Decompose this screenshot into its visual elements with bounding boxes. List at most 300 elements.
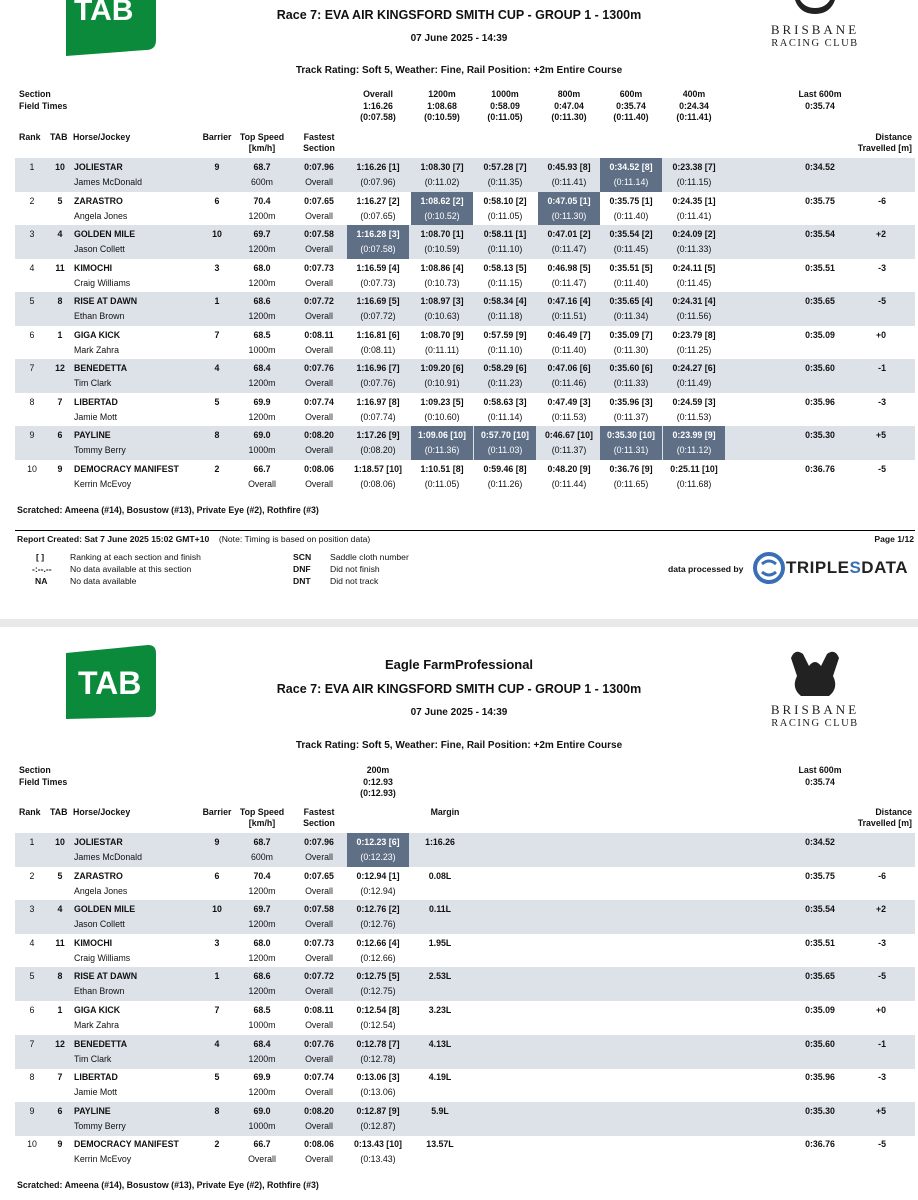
section-time: 0:58.34 [4] <box>483 296 527 306</box>
rank: 6 <box>29 1005 35 1015</box>
barrier: 5 <box>214 1072 220 1083</box>
field-time-s800: 0:47.04 <box>554 101 584 111</box>
margin: 1:16.26 <box>425 837 455 847</box>
top-speed: 69.7 <box>253 229 271 239</box>
crest-icon <box>783 648 847 700</box>
section-split-200: (0:12.23) <box>360 852 396 862</box>
section-time: 1:09.23 [5] <box>420 396 464 407</box>
fastest-time: 0:07.76 <box>304 363 334 373</box>
footer-rule <box>15 530 915 531</box>
section-time: 0:57.70 [10] <box>481 430 529 440</box>
jockey-name: Jamie Mott <box>74 1087 118 1098</box>
section-split-200: (0:12.76) <box>360 919 396 930</box>
fastest-time: 0:07.96 <box>304 162 334 172</box>
barrier: 3 <box>214 937 220 948</box>
last600: 0:35.75 <box>805 870 835 881</box>
section-split: (0:11.41) <box>551 177 587 187</box>
rank: 4 <box>29 262 35 273</box>
club-name-line2: RACING CLUB <box>771 38 859 49</box>
section-time: 0:24.35 [1] <box>672 195 716 206</box>
section-time: 1:08.30 [7] <box>420 162 464 172</box>
tab-number: 6 <box>57 1105 63 1116</box>
fastest-time: 0:07.65 <box>304 870 334 881</box>
section-split: (0:11.33) <box>676 244 712 254</box>
col-header-fastest: Fastest <box>303 807 335 817</box>
section-split-200: (0:12.94) <box>360 885 396 896</box>
fastest-at-label: Overall <box>305 952 333 963</box>
jockey-name: James McDonald <box>74 177 142 187</box>
section-time: 0:47.49 [3] <box>547 396 591 407</box>
section-time: 1:16.27 [2] <box>356 195 400 206</box>
section-split: (0:11.37) <box>551 445 587 455</box>
top-speed: 69.9 <box>253 396 271 407</box>
field-split-overall: (0:07.58) <box>360 112 396 122</box>
section-time: 0:35.54 [2] <box>609 229 653 239</box>
tab-number: 12 <box>55 1038 65 1049</box>
section-split: (0:11.40) <box>613 210 649 221</box>
jockey-name: Tim Clark <box>74 1053 112 1064</box>
top-speed: 66.7 <box>253 463 271 474</box>
section-split-200: (0:12.54) <box>360 1020 396 1030</box>
section-time: 1:16.59 [4] <box>356 262 400 273</box>
fastest-at-label: 1000m <box>248 445 276 455</box>
distance: -6 <box>878 870 886 881</box>
margin: 4.13L <box>428 1038 452 1049</box>
jockey-name: Kerrin McEvoy <box>74 478 132 489</box>
section-time: 0:35.09 [7] <box>609 329 653 340</box>
horse-name: DEMOCRACY MANIFEST <box>74 1139 179 1150</box>
page-separator <box>0 619 918 627</box>
field-time-s1200: 1:08.68 <box>427 101 457 111</box>
last600: 0:35.09 <box>805 1005 835 1015</box>
col-header-tab: TAB <box>50 132 68 142</box>
section-split: (0:08.11) <box>360 344 396 355</box>
club-name-line1: BRISBANE <box>770 702 860 717</box>
tab-number: 8 <box>57 296 63 306</box>
section-time: 1:17.26 [9] <box>356 430 400 440</box>
fastest-at: 1200m <box>248 919 276 930</box>
col-header-speed: Top Speed <box>239 132 285 142</box>
race-title: Race 7: EVA AIR KINGSFORD SMITH CUP - GROUP 1 - 1300m <box>276 8 642 22</box>
top-speed: 68.6 <box>253 296 271 306</box>
fastest-time: 0:08.20 <box>304 430 334 440</box>
col-header-last600: Last 600m <box>798 765 842 775</box>
jockey-name: Jason Collett <box>74 244 125 254</box>
section-time: 1:18.57 [10] <box>354 463 402 474</box>
fastest-at-label: 1200m <box>248 210 276 221</box>
section-split: (0:11.10) <box>487 344 523 355</box>
horse-name: GOLDEN MILE <box>74 904 136 915</box>
section-time: 0:47.05 [1] <box>547 195 591 206</box>
section-split: (0:07.73) <box>360 277 396 288</box>
fastest-at: Overall <box>305 445 333 455</box>
col-header-kmh: [km/h] <box>248 143 276 153</box>
col-header-fastest2: Section <box>303 143 335 153</box>
margin: 3.23L <box>428 1005 452 1015</box>
section-split: (0:11.18) <box>487 311 523 321</box>
section-split: (0:08.20) <box>360 445 396 455</box>
distance: -3 <box>878 1072 886 1083</box>
section-time: 1:09.20 [6] <box>420 363 464 373</box>
horse-name: KIMOCHI <box>74 937 113 948</box>
section-time-200: 0:12.94 [1] <box>356 870 400 881</box>
processed-by: data processed by <box>668 564 744 574</box>
club-logo-page2 <box>760 648 870 729</box>
section-split: (0:11.51) <box>551 311 587 321</box>
rank: 5 <box>29 971 35 982</box>
section-split: (0:11.36) <box>424 445 460 455</box>
barrier: 1 <box>214 971 220 982</box>
fastest-at: 1000m <box>248 1020 276 1030</box>
col-header-overall: Overall <box>363 89 393 99</box>
tab-number: 5 <box>57 870 63 881</box>
section-split: (0:11.10) <box>487 244 523 254</box>
section-split: (0:11.35) <box>487 177 523 187</box>
section-split-200: (0:13.06) <box>360 1087 396 1098</box>
section-time: 0:58.29 [6] <box>483 363 527 373</box>
barrier: 7 <box>214 329 220 340</box>
fastest-time: 0:08.11 <box>304 329 334 340</box>
tab-number: 9 <box>57 463 63 474</box>
top-speed: 68.4 <box>253 1038 271 1049</box>
jockey-name: Craig Williams <box>74 277 131 288</box>
section-split: (0:11.12) <box>676 445 712 455</box>
last600: 0:35.65 <box>805 296 835 306</box>
rank: 8 <box>29 1072 35 1083</box>
fastest-at: Overall <box>305 244 333 254</box>
rank: 2 <box>29 195 35 206</box>
top-speed: 66.7 <box>253 1139 271 1150</box>
fastest-at: Overall <box>305 311 333 321</box>
section-time: 0:23.38 [7] <box>672 162 716 172</box>
margin: 0.11L <box>428 904 451 915</box>
section-split: (0:11.44) <box>551 478 587 489</box>
section-time: 1:16.26 [1] <box>356 162 400 172</box>
section-split: (0:11.14) <box>487 411 523 422</box>
top-speed: 68.7 <box>253 837 271 847</box>
horse-name: KIMOCHI <box>74 262 113 273</box>
section-time: 0:35.65 [4] <box>609 296 653 306</box>
fastest-time: 0:07.73 <box>304 262 334 273</box>
rank: 4 <box>29 937 35 948</box>
tab-number: 9 <box>57 1139 63 1150</box>
last600: 0:35.75 <box>805 195 835 206</box>
barrier: 9 <box>214 837 220 847</box>
col-header-s1000: 1000m <box>491 89 519 99</box>
col-header-speed: Top Speed <box>239 807 285 817</box>
distance: -5 <box>878 463 886 474</box>
section-time: 1:08.62 [2] <box>420 195 464 206</box>
distance: -3 <box>878 396 886 407</box>
section-split: (0:11.05) <box>424 478 460 489</box>
col-header-tab: TAB <box>50 807 68 817</box>
top-speed: 68.6 <box>253 971 271 982</box>
distance: +5 <box>875 430 886 440</box>
horse-name: BENEDETTA <box>74 363 128 373</box>
crest-icon <box>790 0 840 20</box>
col-header-horse: Horse/Jockey <box>73 807 131 817</box>
col-header-distance: Distance <box>875 132 912 142</box>
barrier: 4 <box>214 1038 220 1049</box>
field-split-s1000: (0:11.05) <box>487 112 523 122</box>
section-time: 1:08.70 [9] <box>420 329 464 340</box>
rank: 1 <box>29 162 35 172</box>
last600: 0:35.54 <box>805 904 835 915</box>
col-header-200: 200m <box>366 765 390 775</box>
tab-logo-text: TAB <box>74 0 134 27</box>
fastest-at: 1200m <box>248 952 276 963</box>
section-split: (0:10.91) <box>424 378 460 388</box>
field-split-s400: (0:11.41) <box>676 112 712 122</box>
scratched: Scratched: Ameena (#14), Bosustow (#13), Private Eye (#2), Rothfire (#3) <box>17 505 319 515</box>
section-time: 1:09.06 [10] <box>418 430 466 440</box>
fastest-time: 0:07.96 <box>304 837 334 847</box>
fastest-at-label: Overall <box>305 1053 333 1064</box>
tab-number: 10 <box>55 837 65 847</box>
section-time: 0:35.60 [6] <box>609 363 653 373</box>
tab-number: 12 <box>55 363 65 373</box>
last600: 0:35.96 <box>805 396 835 407</box>
section-split: (0:10.60) <box>424 411 460 422</box>
fastest-time: 0:08.06 <box>304 1139 334 1150</box>
rank: 3 <box>29 904 35 915</box>
jockey-name: Kerrin McEvoy <box>74 1154 132 1165</box>
section-split: (0:11.47) <box>551 277 587 288</box>
section-split: (0:10.59) <box>424 244 460 254</box>
section-time: 0:58.13 [5] <box>483 262 527 273</box>
section-label: Section <box>19 89 51 99</box>
field-time-s400: 0:24.34 <box>679 101 709 111</box>
fastest-at: Overall <box>305 378 333 388</box>
last600: 0:34.52 <box>805 837 835 847</box>
col-header-travelled: Travelled [m] <box>857 143 912 153</box>
section-split: (0:11.25) <box>676 344 712 355</box>
horse-name: BENEDETTA <box>74 1038 128 1049</box>
section-split: (0:11.37) <box>613 411 649 422</box>
jockey-name: Ethan Brown <box>74 986 125 997</box>
fastest-at-label: Overall <box>248 478 276 489</box>
section-time: 0:24.27 [6] <box>672 363 716 373</box>
tab-number: 7 <box>57 1072 63 1083</box>
section-time: 1:16.96 [7] <box>356 363 400 373</box>
section-label: Section <box>19 765 51 775</box>
jockey-name: Ethan Brown <box>74 311 125 321</box>
section-time: 0:47.16 [4] <box>547 296 591 306</box>
field-time-200: 0:12.93 <box>363 777 393 787</box>
horse-name: GIGA KICK <box>74 1005 121 1015</box>
section-time: 0:34.52 [8] <box>609 162 653 172</box>
club-name-line2: RACING CLUB <box>771 718 859 729</box>
rank: 6 <box>29 329 35 340</box>
fastest-time: 0:07.74 <box>304 1072 334 1083</box>
fastest-at-label: Overall <box>305 1087 333 1098</box>
horse-name: LIBERTAD <box>74 396 118 407</box>
rank: 9 <box>29 1105 35 1116</box>
section-split: (0:08.06) <box>360 478 396 489</box>
barrier: 3 <box>214 262 220 273</box>
rank: 8 <box>29 396 35 407</box>
fastest-time: 0:07.58 <box>304 904 334 915</box>
col-header-fastest: Fastest <box>303 132 335 142</box>
field-split-s600: (0:11.40) <box>613 112 649 122</box>
section-time-200: 0:12.87 [9] <box>356 1105 400 1116</box>
jockey-name: Tim Clark <box>74 378 112 388</box>
section-time: 0:58.10 [2] <box>483 195 527 206</box>
horse-name: JOLIESTAR <box>74 837 123 847</box>
race-date: 07 June 2025 - 14:39 <box>410 33 508 44</box>
col-header-horse: Horse/Jockey <box>73 132 131 142</box>
rank: 9 <box>29 430 35 440</box>
section-time: 0:24.59 [3] <box>672 396 716 407</box>
horse-name: DEMOCRACY MANIFEST <box>74 463 179 474</box>
section-split: (0:07.58) <box>360 244 396 254</box>
fastest-at-label: Overall <box>305 852 333 862</box>
col-header-rank: Rank <box>19 807 41 817</box>
section-time-200: 0:12.76 [2] <box>356 904 400 915</box>
col-header-s800: 800m <box>557 89 581 99</box>
distance: -5 <box>878 971 886 982</box>
jockey-name: Tommy Berry <box>74 445 126 455</box>
fastest-at-label: 1200m <box>248 411 276 422</box>
section-split: (0:11.65) <box>613 478 649 489</box>
fastest-at: 1200m <box>248 1087 276 1098</box>
distance: +2 <box>875 229 886 239</box>
section-time: 1:16.69 [5] <box>356 296 400 306</box>
fastest-time: 0:08.20 <box>304 1105 334 1116</box>
track-info: Track Rating: Soft 5, Weather: Fine, Rail Position: +2m Entire Course <box>295 65 623 76</box>
rank: 1 <box>29 837 35 847</box>
fastest-at: Overall <box>305 344 333 355</box>
barrier: 10 <box>212 229 222 239</box>
top-speed: 69.7 <box>253 904 271 915</box>
horse-name: JOLIESTAR <box>74 162 123 172</box>
rank: 10 <box>27 463 37 474</box>
club-logo <box>760 0 870 49</box>
top-speed: 69.0 <box>253 1105 271 1116</box>
barrier: 8 <box>214 1105 220 1116</box>
last600: 0:35.30 <box>805 430 835 440</box>
venue-title: Eagle FarmProfessional <box>384 657 534 672</box>
distance: +2 <box>875 904 886 915</box>
fastest-at-label: Overall <box>305 1120 333 1131</box>
fastest-at-label: 1200m <box>248 311 276 321</box>
section-time-200: 0:12.23 [6] <box>356 837 400 847</box>
section-time: 0:45.93 [8] <box>547 162 591 172</box>
club-name-line1: BRISBANE <box>770 22 860 37</box>
section-time-200: 0:12.78 [7] <box>356 1038 400 1049</box>
section-time: 0:46.98 [5] <box>547 262 591 273</box>
margin: 4.19L <box>428 1072 452 1083</box>
section-split: (0:11.11) <box>425 344 459 355</box>
last600: 0:35.65 <box>805 971 835 982</box>
distance: -3 <box>878 262 886 273</box>
triplesdata-icon <box>752 552 786 584</box>
col-header-travelled: Travelled [m] <box>857 818 912 828</box>
field-time-last600: 0:35.74 <box>805 777 835 787</box>
distance: -6 <box>878 195 886 206</box>
barrier: 6 <box>214 195 220 206</box>
col-header-distance: Distance <box>875 807 912 817</box>
section-split-200: (0:12.66) <box>360 952 396 963</box>
top-speed: 68.7 <box>253 162 271 172</box>
horse-name: GIGA KICK <box>74 329 121 340</box>
horse-name: ZARASTRO <box>74 870 123 881</box>
section-split-200: (0:13.43) <box>360 1154 396 1165</box>
section-split: (0:10.73) <box>424 277 460 288</box>
section-split: (0:07.65) <box>360 210 396 221</box>
last600: 0:35.60 <box>805 1038 835 1049</box>
section-time: 1:16.97 [8] <box>356 396 400 407</box>
barrier: 8 <box>214 430 220 440</box>
fastest-at: 1200m <box>248 986 276 997</box>
last600: 0:34.52 <box>805 162 835 172</box>
section-split: (0:11.03) <box>487 445 523 455</box>
tab-number: 11 <box>55 262 65 273</box>
section-split: (0:11.31) <box>613 445 649 455</box>
section-split: (0:11.53) <box>676 411 712 422</box>
distance: +0 <box>875 1005 886 1015</box>
fastest-at: Overall <box>305 411 333 422</box>
top-speed: 70.4 <box>253 870 271 881</box>
margin: 2.53L <box>428 971 452 982</box>
section-split: (0:11.05) <box>487 210 523 221</box>
section-time: 1:10.51 [8] <box>420 463 464 474</box>
barrier: 5 <box>214 396 220 407</box>
section-split: (0:11.68) <box>676 478 712 489</box>
barrier: 10 <box>212 904 222 915</box>
section-split: (0:11.40) <box>551 344 587 355</box>
fastest-time: 0:07.76 <box>304 1038 334 1049</box>
last600: 0:36.76 <box>805 1139 835 1150</box>
jockey-name: Mark Zahra <box>74 344 119 355</box>
report-created: Report Created: Sat 7 June 2025 15:02 GMT+10 (Note: Timing is based on position data) <box>17 534 371 544</box>
jockey-name: Tommy Berry <box>74 1120 126 1131</box>
tab-number: 8 <box>57 971 63 982</box>
section-split: (0:11.47) <box>551 244 587 254</box>
fastest-at-label: 600m <box>250 177 273 187</box>
margin: 13.57L <box>426 1139 454 1150</box>
section-time: 0:46.49 [7] <box>547 329 591 340</box>
tab-number: 10 <box>55 162 65 172</box>
fastest-time: 0:07.65 <box>304 195 334 206</box>
jockey-name: James McDonald <box>74 852 142 862</box>
section-time: 1:08.70 [1] <box>420 229 464 239</box>
jockey-name: Jamie Mott <box>74 411 118 422</box>
page-number: Page 1/12 <box>874 534 914 544</box>
rank: 3 <box>29 229 35 239</box>
fastest-at: 1200m <box>248 885 276 896</box>
section-time: 1:16.81 [6] <box>356 329 400 340</box>
fastest-at: Overall <box>305 177 333 187</box>
horse-name: GOLDEN MILE <box>74 229 136 239</box>
distance: +0 <box>875 329 886 340</box>
col-header-s400: 400m <box>682 89 706 99</box>
fastest-at-label: 1200m <box>248 378 276 388</box>
horse-name: PAYLINE <box>74 1105 111 1116</box>
section-split: (0:11.23) <box>487 378 523 388</box>
section-split: (0:07.74) <box>360 411 396 422</box>
fastest-time: 0:07.58 <box>304 229 334 239</box>
jockey-name: Angela Jones <box>74 885 128 896</box>
section-time: 0:36.76 [9] <box>609 463 653 474</box>
margin: 5.9L <box>431 1105 449 1116</box>
distance: +5 <box>875 1105 886 1116</box>
section-time: 1:08.97 [3] <box>420 296 464 306</box>
rank: 7 <box>29 363 35 373</box>
col-header-rank: Rank <box>19 132 41 142</box>
rank: 5 <box>29 296 35 306</box>
section-split: (0:10.63) <box>424 311 460 321</box>
